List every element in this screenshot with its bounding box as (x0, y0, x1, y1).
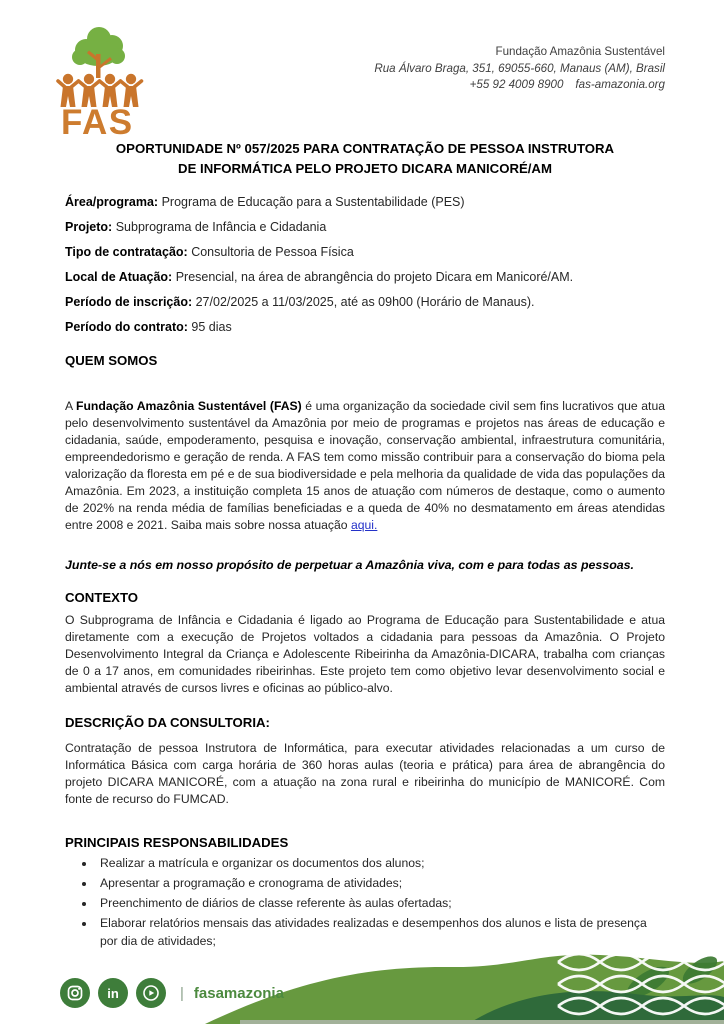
detail-row-tipo (65, 246, 665, 260)
social-handle[interactable]: fasamazonia (193, 984, 284, 1002)
social-links (60, 978, 284, 1008)
org-phone: +55 92 4009 8900 (469, 78, 564, 91)
fas-logo-icon (56, 24, 144, 136)
list-item: • Apresentar a programação e cronograma de atividades; (96, 875, 659, 893)
detail-value: Programa de Educação para a Sustentabilidade (PES) (161, 195, 465, 209)
list-item: • Preenchimento de diários de classe referente às aulas ofertadas; (96, 895, 659, 913)
quem-somos-text: é uma organização da sociedade civil sem fins lucrativos que atua pelo desenvolvimento sustentável da Amazônia por meio de programas e projetos nas áreas de educação e cidadania, saúde, empoderamento, pesquisa e inovação, conservação ambiental, infraestrutura comunitária, empreendedorismo e geração de renda. A FAS tem como missão contribuir para a conservação do bioma pela valorização da floresta em pé e de sua biodiversidade e pela melhoria da qualidade de vida das populações da Amazônia. Em 2023, a instituição completa 15 anos de atuação com números de destaque, como o aumento de 202% na renda média de famílias beneficiadas e a queda de 40% no desmatamento em áreas atendidas entre 2008 e 2021. Saiba mais sobre nossa atuação (65, 399, 666, 532)
youtube-icon[interactable] (136, 978, 166, 1008)
detail-row-contrato (65, 321, 665, 335)
heading-contexto: CONTEXTO (65, 590, 139, 605)
paragraph-descricao: Contratação de pessoa Instrutora de Informática, para executar atividades relacionadas a um curso de Informática Básica com carga horária de 360 horas aulas (teoria e prática) para área de abrangência do projeto DICARA MANICORÉ, com a atuação na zona rural e ribeirinha do município de MANICORÉ. Com fonte de recurso do FUMCAD. (65, 741, 665, 806)
detail-row-inscricao (65, 296, 665, 310)
quem-somos-text: A (65, 399, 77, 413)
detail-row-projeto (65, 221, 665, 235)
quem-somos-bold: Fundação Amazônia Sustentável (FAS) (76, 399, 302, 413)
org-address: Rua Álvaro Braga, 351, 69055-660, Manaus (AM), Brasil (374, 61, 665, 75)
detail-label: Tipo de contratação: (65, 245, 188, 259)
fas-logo (56, 24, 144, 141)
paragraph-contexto: O Subprograma de Infância e Cidadania é ligado ao Programa de Educação para Sustentabilidade e atua diretamente com a execução de Projetos voltados a cidadania para pessoas da Amazônia. O Projeto Desenvolvimento Integral da Criança e Adolescente Ribeirinha da Amazônia-DICARA, trabalha com crianças de 0 a 17 anos, em comunidades ribeirinhas. Este projeto tem como objetivo levar desenvolvimento social e ambiental através de cursos livres e oficinas ao público-alvo. (65, 613, 665, 695)
slogan-line: Junte-se a nós em nosso propósito de perpetuar a Amazônia viva, com e para todas as pessoas. (65, 558, 635, 572)
fas-logo-text: FAS (61, 103, 134, 136)
list-item: • Elaborar relatórios mensais das atividades realizadas e desempenhos dos alunos e lista de presença por dia de atividades; (96, 915, 659, 950)
responsibilities-list (96, 855, 659, 953)
opportunity-details (65, 196, 665, 346)
heading-descricao: DESCRIÇÃO DA CONSULTORIA: (65, 715, 270, 730)
aqui-link[interactable]: aqui. (350, 518, 378, 532)
detail-value: 27/02/2025 a 11/03/2025, até as 09h00 (Horário de Manaus). (195, 295, 535, 309)
detail-label: Área/programa: (65, 195, 159, 209)
list-item: • Realizar a matrícula e organizar os documentos dos alunos; (96, 855, 659, 873)
detail-value: Presencial, na área de abrangência do projeto Dicara em Manicoré/AM. (175, 270, 574, 284)
detail-value: Subprograma de Infância e Cidadania (115, 220, 327, 234)
detail-label: Período de inscrição: (65, 295, 193, 309)
detail-value: 95 dias (191, 320, 232, 334)
paragraph-quem-somos (65, 398, 665, 534)
page-title-line1: OPORTUNIDADE Nº 057/2025 PARA CONTRATAÇÃO DE PESSOA INSTRUTORA (115, 141, 615, 156)
page-title (65, 139, 665, 179)
header-contact-info (374, 44, 665, 94)
detail-label: Período do contrato: (65, 320, 188, 334)
detail-row-area (65, 196, 665, 210)
page-title-line2: DE INFORMÁTICA PELO PROJETO DICARA MANICORÉ/AM (178, 161, 552, 176)
detail-row-local (65, 271, 665, 285)
detail-value: Consultoria de Pessoa Física (191, 245, 354, 259)
linkedin-icon[interactable]: in (98, 978, 128, 1008)
org-name: Fundação Amazônia Sustentável (495, 45, 665, 58)
heading-responsabilidades: PRINCIPAIS RESPONSABILIDADES (65, 835, 289, 850)
org-website[interactable]: fas-amazonia.org (575, 78, 665, 91)
detail-label: Projeto: (65, 220, 113, 234)
social-separator: | (180, 984, 184, 1002)
heading-quem-somos: QUEM SOMOS (65, 353, 158, 368)
detail-label: Local de Atuação: (65, 270, 173, 284)
instagram-icon[interactable] (60, 978, 90, 1008)
